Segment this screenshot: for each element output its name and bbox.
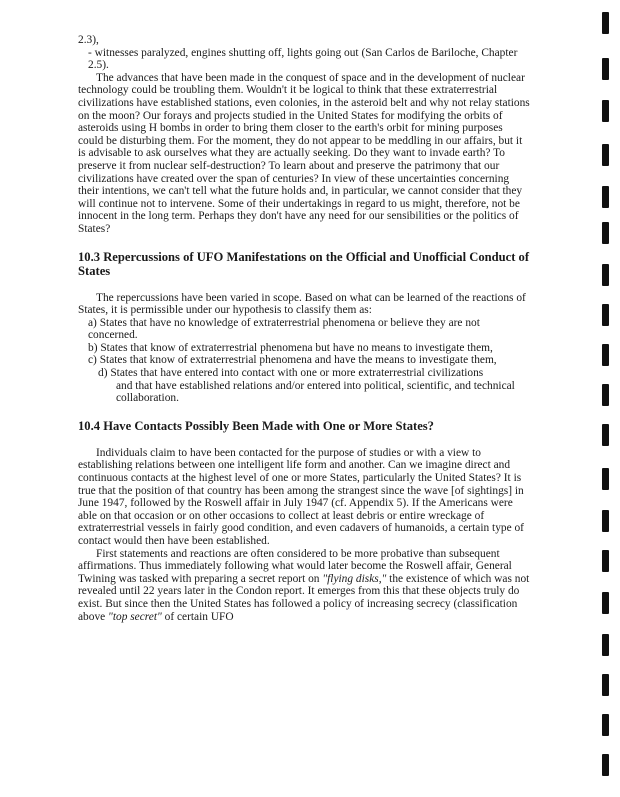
document-page (78, 34, 530, 623)
binder-hole (602, 592, 609, 614)
paragraph-repercussions: The repercussions have been varied in scope. Based on what can be learned of the reactions of States, it is permissible under our hypothesis to classify them as: (78, 291, 526, 317)
italic-flying-disks: "flying disks," (322, 572, 387, 585)
paragraph-first-statements (78, 548, 530, 624)
binder-hole (602, 222, 609, 244)
binder-hole (602, 468, 609, 490)
list-item-d-first: d) States that have entered into contact with one or more extraterrestrial civilizations (98, 367, 484, 380)
states-classification-list (78, 317, 530, 405)
text-run: the existence of which was not revealed until 22 years later in the Condon report. It emerges from this that these objects truly do exist. But since then the United States has followed a policy of increasing secrecy (classification above (78, 572, 530, 623)
list-item-d-cont: and that have established relations and/or entered into political, scientific, and technical collaboration. (116, 379, 515, 405)
list-item-a: a) States that have no knowledge of extraterrestrial phenomena or believe they are not concerned. (88, 316, 480, 342)
list-item-b: b) States that know of extraterrestrial phenomena but have no means to investigate them, (88, 341, 493, 354)
binder-hole (602, 510, 609, 532)
binder-hole (602, 58, 609, 80)
binder-hole (602, 550, 609, 572)
binder-hole (602, 344, 609, 366)
binder-hole (602, 264, 609, 286)
binder-hole (602, 754, 609, 776)
section-heading-10-3: 10.3 Repercussions of UFO Manifestations on the Official and Unofficial Conduct of States (78, 249, 530, 278)
binder-hole (602, 634, 609, 656)
binder-hole (602, 100, 609, 122)
binder-hole (602, 424, 609, 446)
binder-holes (602, 0, 612, 797)
text-run: of certain UFO (161, 610, 234, 623)
line-chapter-ref: 2.3), (78, 34, 99, 46)
binder-hole (602, 12, 609, 34)
paragraph-contacts: Individuals claim to have been contacted for the purpose of studies or with a view to establishing relations between one intelligent life form and another. Can we imagine direct and continuous contacts at the highest level of one or more States, particularly the United States? It is true that the position of that country has been among the strangest since the wave [of sightings] in June 1947, followed by the Roswell affair in July 1947 (cf. Appendix 5). If the Americans were able on that occasion or on other occasions to collect at least debris or entire wreckage of extraterrestrial vessels in fairly good condition, and even cadavers of humanoids, a certain type of contact would then have been established. (78, 446, 524, 547)
binder-hole (602, 144, 609, 166)
binder-hole (602, 714, 609, 736)
list-item-d (88, 367, 530, 405)
binder-hole (602, 186, 609, 208)
list-item-c: c) States that know of extraterrestrial phenomena and have the means to investigate them, (88, 354, 497, 367)
binder-hole (602, 674, 609, 696)
text-run: First statements and reactions are often considered to be more probative than subsequent affirmations. Thus immediately following what would later become the Roswell affair, General Twining was tasked with preparing a secret report on (78, 547, 512, 585)
binder-hole (602, 304, 609, 326)
binder-hole (602, 384, 609, 406)
italic-top-secret: "top secret" (108, 610, 162, 623)
paragraph-advances: The advances that have been made in the conquest of space and in the development of nuclear technology could be troubling them. Wouldn't it be logical to think that these extraterrestrial civilizations have established stations, even colonies, in the asteroid belt and why not relay stations on the moon? Our forays and projects studied in the United States for modifying the orbits of asteroids using H bombs in order to bring them closer to the earth's orbit for mining purposes could be disturbing them. For the moment, they do not appear to be meddling in our affairs, but it is advisable to ask ourselves what they are actually seeking. Do they want to invade earth? To preserve it from nuclear self-destruction? To learn about and preserve the patrimony that our civilizations have created over the span of centuries? In view of these uncertainties concerning their intentions, we can't tell what the future holds and, in particular, we cannot consider that they will continue not to intervene. Some of their undertakings in regard to us might, therefore, not be innocent in the long term. Perhaps they don't have any need for our sensibilities or the politics of States? (78, 71, 530, 235)
section-heading-10-4: 10.4 Have Contacts Possibly Been Made with One or More States? (78, 418, 434, 433)
list-item-witnesses: - witnesses paralyzed, engines shutting off, lights going out (San Carlos de Bariloche, Chapter 2.5). (88, 46, 518, 72)
